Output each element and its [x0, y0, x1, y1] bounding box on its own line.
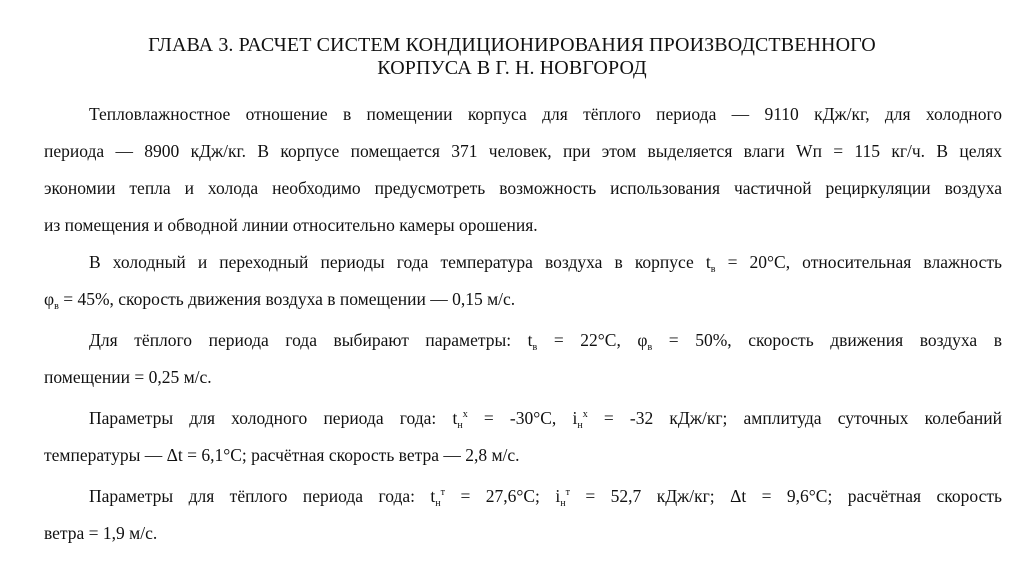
text-line: Тепловлажностное отношение в помещении корпуса для тёплого периода — 9110 кДж/кг, для холодного: [89, 104, 1002, 124]
text-line: Для тёплого периода года выбирают параметры: $t_в = 22^\circ C$, $\varphi_в = 50\%$, скорость движения воздуха в: [89, 330, 1002, 353]
chapter-heading-line-1: ГЛАВА 3. РАСЧЕТ СИСТЕМ КОНДИЦИОНИРОВАНИЯ ПРОИЗВОДСТВЕННОГО: [148, 34, 876, 56]
text-line: Параметры для тёплого периода года: $t_н^т = 27,6^\circ C$; $i_н^т = 52,7$ кДж/кг; Δt = 9,6°C; расчётная скорость: [89, 486, 1002, 509]
text-line: из помещения и обводной линии относительно камеры орошения.: [44, 215, 538, 235]
paragraph-cold-period-outdoor: [44, 400, 1002, 474]
text-line: помещении = 0,25 м/с.: [44, 367, 212, 387]
paragraph-warm-period-outdoor: [44, 478, 1002, 552]
text-line: В холодный и переходный периоды года температура воздуха в корпусе $t_в = 20^\circ C$, относительная влажность: [89, 252, 1002, 275]
text-line: Параметры для холодного периода года: $t_н^х = -30^\circ C$, $i_н^х = -32$ кДж/кг; амплитуда суточных колебаний: [89, 408, 1003, 431]
text-line: $\varphi_в = 45\%$, скорость движения воздуха в помещении — 0,15 м/с.: [44, 289, 516, 312]
text-line: температуры — Δt = 6,1°C; расчётная скорость ветра — 2,8 м/с.: [44, 445, 520, 465]
paragraph-cold-period-conditions: [44, 244, 1002, 318]
paragraph-heat-moisture-ratio: [44, 96, 1002, 244]
chapter-heading: [40, 34, 984, 80]
text-line: экономии тепла и холода необходимо предусмотреть возможность использования частичной рециркуляции воздуха: [44, 178, 1002, 198]
paragraph-warm-period-indoor: [44, 322, 1002, 396]
text-line: ветра = 1,9 м/с.: [44, 523, 158, 543]
text-line: периода — 8900 кДж/кг. В корпусе помещается 371 человек, при этом выделяется влаги Wп = 115 кг/ч. В целях: [44, 141, 1002, 161]
chapter-heading-line-2: КОРПУСА В Г. Н. НОВГОРОД: [377, 57, 647, 79]
